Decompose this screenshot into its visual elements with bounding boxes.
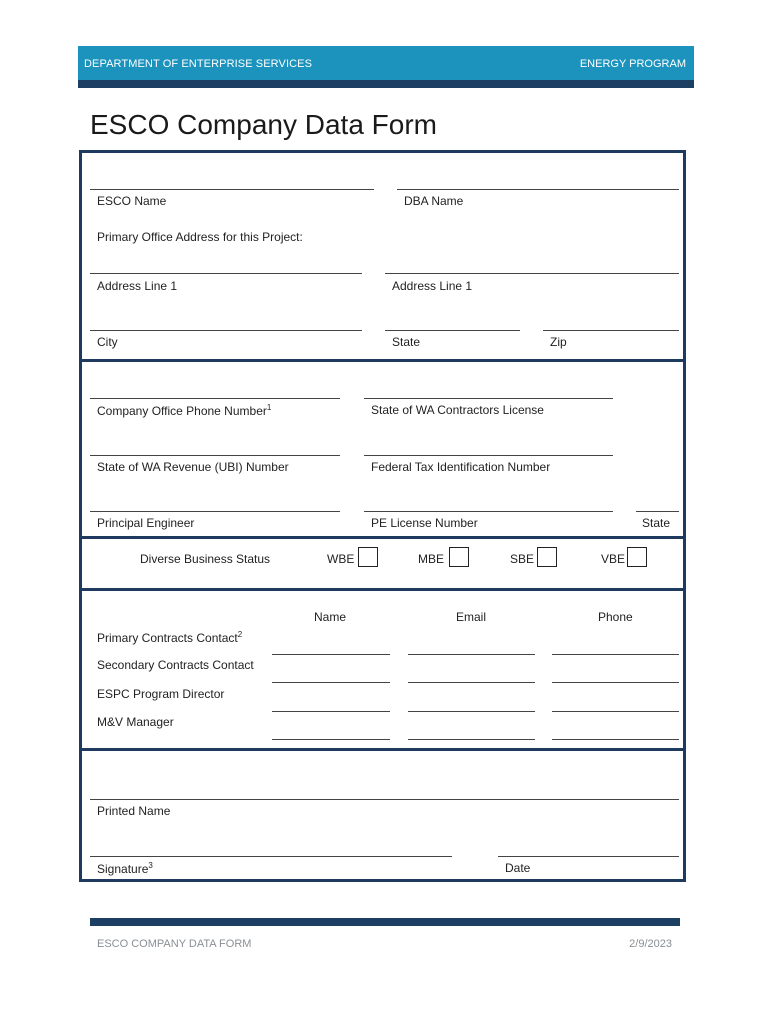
signature-field[interactable] <box>90 856 452 857</box>
printed-name-field[interactable] <box>90 799 679 800</box>
wbe-label: WBE <box>327 552 355 566</box>
column-email-header: Email <box>456 610 487 624</box>
city-label: City <box>97 335 118 349</box>
secondary-email-field[interactable] <box>408 682 535 683</box>
footer-bar <box>90 918 680 926</box>
director-name-field[interactable] <box>272 711 390 712</box>
footer-form-name: ESCO COMPANY DATA FORM <box>97 938 252 950</box>
esco-name-label: ESCO Name <box>97 194 167 208</box>
wbe-checkbox[interactable] <box>358 547 378 567</box>
pe-state-field[interactable] <box>636 511 679 512</box>
address-line-1a-label: Address Line 1 <box>97 279 178 293</box>
mv-manager-label: M&V Manager <box>97 715 174 729</box>
footnote-2: 2 <box>237 630 243 639</box>
licensing-section <box>79 359 686 539</box>
city-field[interactable] <box>90 330 362 331</box>
column-name-header: Name <box>314 610 347 624</box>
vbe-label: VBE <box>601 552 626 566</box>
zip-field[interactable] <box>543 330 679 331</box>
sbe-label: SBE <box>510 552 535 566</box>
primary-contact-label: Primary Contracts Contact$^2$ <box>97 630 243 645</box>
state-field[interactable] <box>385 330 520 331</box>
address-line-1b-field[interactable] <box>385 273 679 274</box>
vbe-checkbox[interactable] <box>627 547 647 567</box>
printed-name-label: Printed Name <box>97 804 171 818</box>
secondary-name-field[interactable] <box>272 682 390 683</box>
dba-name-label: DBA Name <box>404 194 464 208</box>
fein-label: Federal Tax Identification Number <box>371 460 551 474</box>
header-underbar <box>78 80 694 88</box>
page-title: ESCO Company Data Form <box>90 109 437 140</box>
primary-phone-field[interactable] <box>552 654 679 655</box>
date-field[interactable] <box>498 856 679 857</box>
address-line-1b-label: Address Line 1 <box>392 279 473 293</box>
mv-email-field[interactable] <box>408 739 535 740</box>
diverse-status-label: Diverse Business Status <box>140 552 271 566</box>
pe-license-label: PE License Number <box>371 516 478 530</box>
director-phone-field[interactable] <box>552 711 679 712</box>
principal-engineer-label: Principal Engineer <box>97 516 195 530</box>
mv-phone-field[interactable] <box>552 739 679 740</box>
sbe-checkbox[interactable] <box>537 547 557 567</box>
primary-office-label: Primary Office Address for this Project: <box>97 230 303 244</box>
footnote-1: 1 <box>266 403 272 412</box>
pe-license-field[interactable] <box>364 511 613 512</box>
phone-field[interactable] <box>90 398 340 399</box>
address-line-1a-field[interactable] <box>90 273 362 274</box>
mbe-checkbox[interactable] <box>449 547 469 567</box>
mv-name-field[interactable] <box>272 739 390 740</box>
contractors-license-label: State of WA Contractors License <box>371 403 544 417</box>
espc-director-label: ESPC Program Director <box>97 687 225 701</box>
state-label: State <box>392 335 421 349</box>
pe-state-label: State <box>642 516 671 530</box>
dba-name-field[interactable] <box>397 189 679 190</box>
signature-label: Signature$^3$ <box>97 861 153 876</box>
secondary-contact-label: Secondary Contracts Contact <box>97 658 254 672</box>
zip-label: Zip <box>550 335 567 349</box>
ubi-label: State of WA Revenue (UBI) Number <box>97 460 289 474</box>
date-label: Date <box>505 861 531 875</box>
fein-field[interactable] <box>364 455 613 456</box>
primary-name-field[interactable] <box>272 654 390 655</box>
department-name: DEPARTMENT OF ENTERPRISE SERVICES <box>84 58 313 70</box>
director-email-field[interactable] <box>408 711 535 712</box>
ubi-field[interactable] <box>90 455 340 456</box>
esco-name-field[interactable] <box>90 189 374 190</box>
footnote-3: 3 <box>148 861 153 870</box>
mbe-label: MBE <box>418 552 445 566</box>
primary-email-field[interactable] <box>408 654 535 655</box>
principal-engineer-field[interactable] <box>90 511 340 512</box>
secondary-phone-field[interactable] <box>552 682 679 683</box>
phone-label: Company Office Phone Number$^1$ <box>97 403 272 418</box>
footer-date: 2/9/2023 <box>629 938 672 950</box>
program-name: ENERGY PROGRAM <box>579 58 686 70</box>
column-phone-header: Phone <box>598 610 633 624</box>
contractors-license-field[interactable] <box>364 398 613 399</box>
